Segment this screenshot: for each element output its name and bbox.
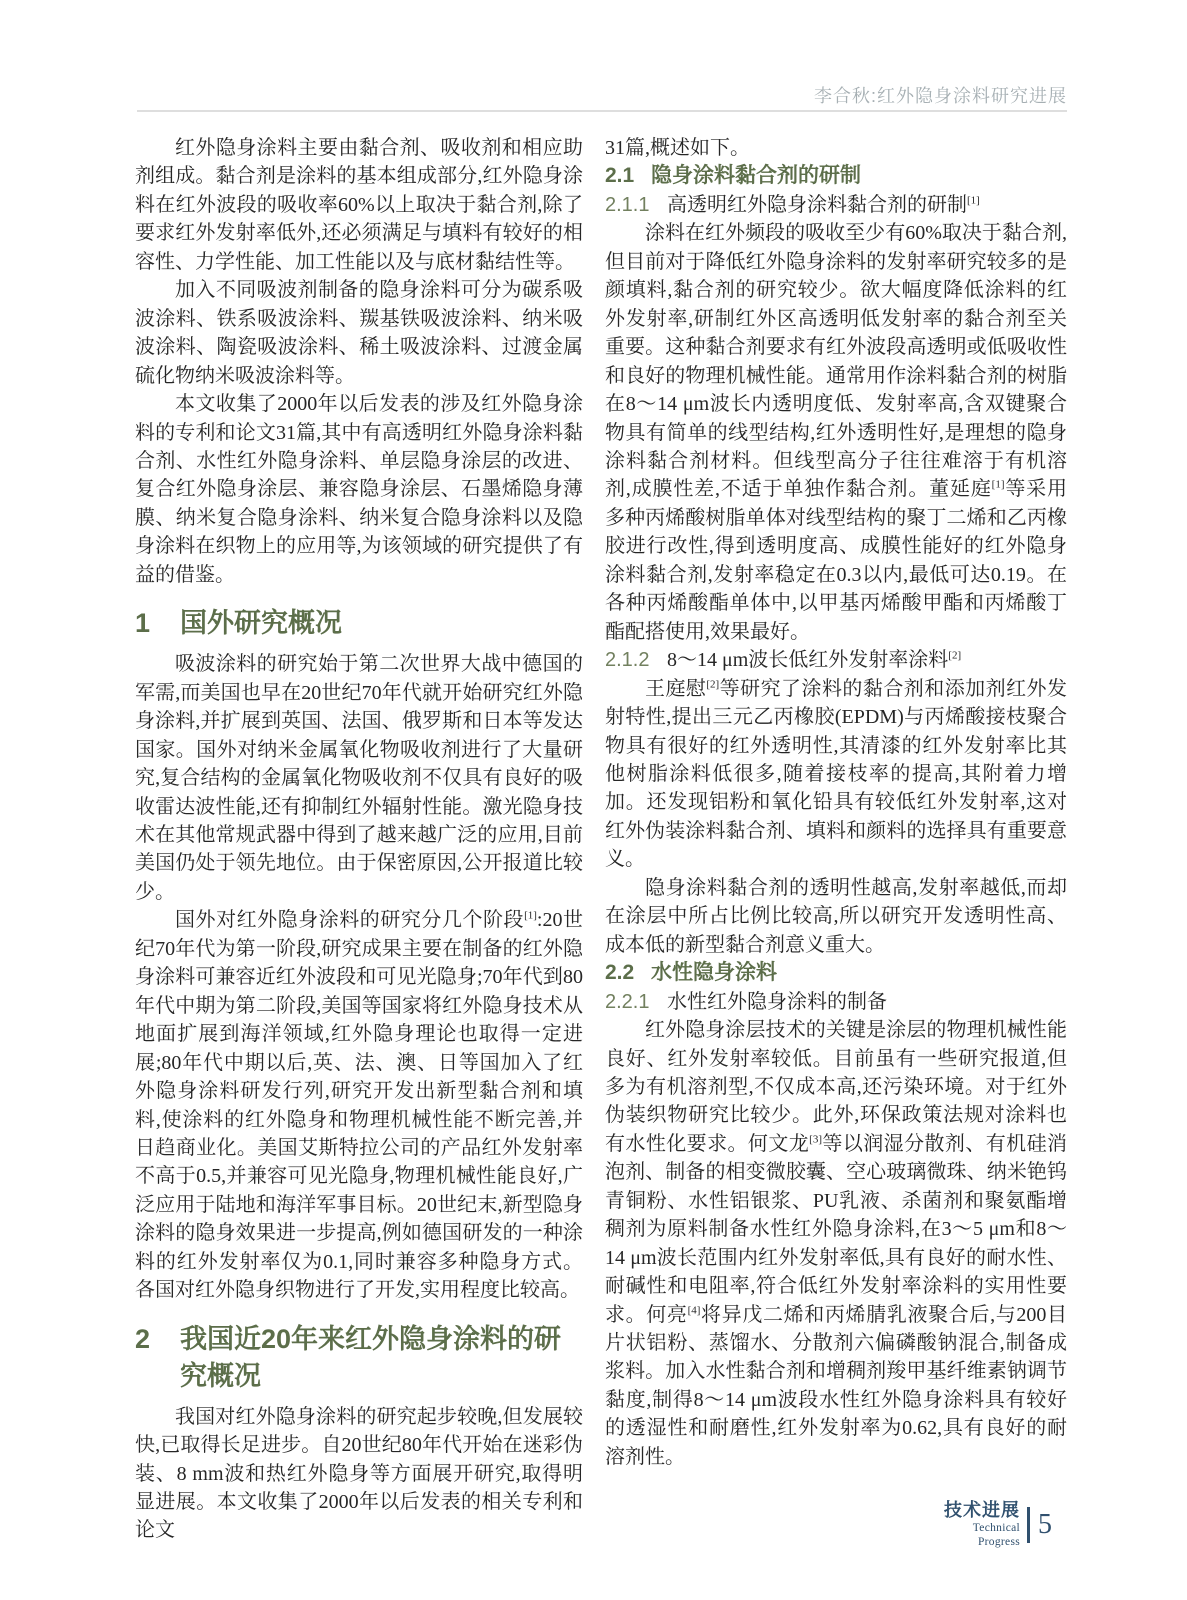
text-run: 涂料在红外频段的吸收至少有60%取决于黏合剂,但目前对于降低红外隐身涂料的发射率研究较多的是颜填料,黏合剂的研究较少。欲大幅度降低涂料的红外发射率,研制红外区高透明低发射率的黏合剂至关重要。这种黏合剂要求有红外波段高透明或低吸收性和良好的物理机械性能。通常用作涂料黏合剂的树脂在8～14 μm波长内透明度低、发射率高,含双键聚合物具有简单的线型结构,红外透明性好,是理想的隐身涂料黏合剂材料。但线型高分子往往难溶于有机溶剂,成膜性差,不适于单独作黏合剂。董延庭 [605, 222, 1067, 501]
paragraph [605, 874, 1067, 959]
footer-section-en: Technical Progress [972, 1522, 1020, 1548]
footer [928, 1500, 1052, 1549]
citation-ref: [3] [809, 1133, 822, 1146]
section-number: 2 [135, 1323, 151, 1354]
text-run: 水性红外隐身涂料的制备 [667, 990, 887, 1013]
text-run: 加入不同吸波剂制备的隐身涂料可分为碳系吸波涂料、铁系吸波涂料、羰基铁吸波涂料、纳米吸波涂料、陶瓷吸波涂料、稀土吸波涂料、过渡金属硫化物纳米吸波涂料等。 [135, 279, 583, 387]
subsubsection-heading [605, 646, 1067, 674]
section-title: 国外研究概况 [180, 608, 342, 639]
text-run: 等以润湿分散剂、有机硅消泡剂、制备的相变微胶囊、空心玻璃微珠、纳米铯钨青铜粉、水性铝银浆、PU乳液、杀菌剂和聚氨酯增稠剂为原料制备水性红外隐身涂料,在3～5 μm和8～14 μm波长范围内红外发射率低,具有良好的耐水性、耐碱性和电阻率,符合低红外发射率涂料的实用性要求。何亮 [605, 1132, 1068, 1326]
text-run: 隐身涂料黏合剂的透明性越高,发射率越低,而却在涂层中所占比例比较高,所以研究开发透明性高、成本低的新型黏合剂意义重大。 [605, 876, 1067, 956]
paragraph [135, 650, 583, 906]
text-run: 我国对红外隐身涂料的研究起步较晚,但发展较快,已取得长足进步。自20世纪80年代开始在迷彩伪装、8 mm波和热红外隐身等方面展开研究,取得明显进展。本文收集了2000年以后发表的相关专利和论文 [135, 1405, 583, 1542]
page-number: 5 [1038, 1508, 1052, 1540]
section-heading [135, 1321, 583, 1395]
section-heading [135, 605, 583, 642]
subsection-heading [605, 959, 1067, 987]
text-columns [135, 134, 1067, 1545]
text-run: :20世纪70年代为第一阶段,研究成果主要在制备的红外隐身涂料可兼容近红外波段和可见光隐身;70年代到80年代中期为第二阶段,美国等国家将红外隐身技术从地面扩展到海洋领域,红外隐身理论也取得一定进展;80年代中期以后,英、法、澳、日等国加入了红外隐身涂料研发行列,研究开发出新型黏合剂和填料,使涂料的红外隐身和物理机械性能不断完善,并日趋商业化。美国艾斯特拉公司的产品红外发射率不高于0.5,并兼容可见光隐身,物理机械性能良好,广泛应用于陆地和海洋军事目标。20世纪末,新型隐身涂料的隐身效果进一步提高,例如德国研发的一种涂料的红外发射率仅为0.1,同时兼容多种隐身方式。各国对红外隐身织物进行了开发,实用程度比较高。 [135, 909, 583, 1302]
text-run: 高透明红外隐身涂料黏合剂的研制 [667, 193, 967, 216]
footer-divider [1027, 1507, 1030, 1543]
text-run: 等采用多种丙烯酸树脂单体对线型结构的聚丁二烯和乙丙橡胶进行改性,得到透明度高、成膜性能好的红外隐身涂料黏合剂,发射率稳定在0.3以内,最低可达0.19。在各种丙烯酸酯单体中,以甲基丙烯酸甲酯和丙烯酸丁酯配搭使用,效果最好。 [605, 478, 1068, 643]
subsubsection-number: 2.1.2 [605, 649, 650, 672]
citation-ref: [1] [991, 478, 1005, 491]
text-run: 等研究了涂料的黏合剂和添加剂红外发射特性,提出三元乙丙橡胶(EPDM)与丙烯酸接枝聚合物具有很好的红外透明性,其清漆的红外发射率比其他树脂涂料低很多,随着接枝率的提高,其附着力增加。还发现铝粉和氧化铅具有较低红外发射率,这对红外伪装涂料黏合剂、填料和颜料的选择具有重要意义。 [605, 677, 1068, 871]
citation-ref: [4] [687, 1303, 701, 1316]
subsubsection-heading [605, 191, 1067, 219]
footer-section-label [928, 1500, 1020, 1549]
text-run: 本文收集了2000年以后发表的涉及红外隐身涂料的专利和论文31篇,其中有高透明红外隐身涂料黏合剂、水性红外隐身涂料、单层隐身涂层的改进、复合红外隐身涂层、兼容隐身涂层、石墨烯隐身薄膜、纳米复合隐身涂料、纳米复合隐身涂料以及隐身涂料在织物上的应用等,为该领域的研究提供了有益的借鉴。 [135, 393, 583, 586]
right-column [605, 134, 1067, 1545]
text-run: 吸波涂料的研究始于第二次世界大战中德国的军需,而美国也早在20世纪70年代就开始研究红外隐身涂料,并扩展到英国、法国、俄罗斯和日本等发达国家。国外对纳米金属氧化物吸收剂进行了大量研究,复合结构的金属氧化物吸收剂不仅具有良好的吸收雷达波性能,还有抑制红外辐射性能。激光隐身技术在其他常规武器中得到了越来越广泛的应用,目前美国仍处于领先地位。由于保密原因,公开报道比较少。 [135, 653, 583, 903]
paragraph [135, 1403, 583, 1545]
text-run: 红外隐身涂层技术的关键是涂层的物理机械性能良好、红外发射率较低。目前虽有一些研究报道,但多为有机溶剂型,不仅成本高,还污染环境。对于红外伪装织物研究比较少。此外,环保政策法规对涂料也有水性化要求。何文龙 [605, 1019, 1067, 1155]
subsubsection-heading [605, 988, 1067, 1016]
footer-section-cn: 技术进展 [944, 1500, 1020, 1520]
text-run: 红外隐身涂料主要由黏合剂、吸收剂和相应助剂组成。黏合剂是涂料的基本组成部分,红外隐身涂料在红外波段的吸收率60%以上取决于黏合剂,除了要求红外发射率低外,还必须满足与填料有较好的相容性、力学性能、加工性能以及与底材黏结性等。 [135, 137, 583, 273]
text-run: 8～14 μm波长低红外发射率涂料 [667, 649, 949, 672]
text-run: 国外对红外隐身涂料的研究分几个阶段 [175, 909, 525, 932]
paragraph [135, 276, 583, 390]
paragraph [605, 1016, 1067, 1471]
subsection-heading [605, 162, 1067, 190]
text-run: 王庭慰 [645, 677, 707, 700]
citation-ref: [2] [948, 649, 962, 662]
paragraph [605, 134, 1067, 162]
citation-ref: [2] [706, 677, 720, 690]
subsection-title: 隐身涂料黏合剂的研制 [651, 164, 861, 188]
paragraph [135, 134, 583, 276]
section-number: 1 [135, 608, 151, 639]
paragraph [135, 390, 583, 589]
text-run: 将异戊二烯和丙烯腈乳液聚合后,与200目片状铝粉、蒸馏水、分散剂六偏磷酸钠混合,制备成浆料。加入水性黏合剂和增稠剂羧甲基纤维素钠调节黏度,制得8～14 μm波段水性红外隐身涂料具有较好的透湿性和耐磨性,红外发射率为0.62,具有良好的耐溶剂性。 [605, 1303, 1068, 1468]
section-title: 我国近20年来红外隐身涂料的研究概况 [180, 1323, 562, 1391]
subsection-number: 2.1 [605, 164, 635, 188]
subsubsection-number: 2.1.1 [605, 193, 650, 216]
paragraph [605, 675, 1067, 874]
subsubsection-number: 2.2.1 [605, 990, 650, 1013]
subsection-title: 水性隐身涂料 [651, 961, 777, 985]
citation-ref: [1] [967, 194, 980, 207]
subsection-number: 2.2 [605, 961, 635, 985]
left-column [135, 134, 583, 1545]
citation-ref: [1] [524, 909, 537, 922]
paragraph [605, 219, 1067, 646]
text-run: 31篇,概述如下。 [605, 137, 750, 159]
running-title: 李合秋:红外隐身涂料研究进展 [814, 86, 1067, 106]
paragraph [135, 906, 583, 1304]
header-rule [137, 110, 1067, 112]
